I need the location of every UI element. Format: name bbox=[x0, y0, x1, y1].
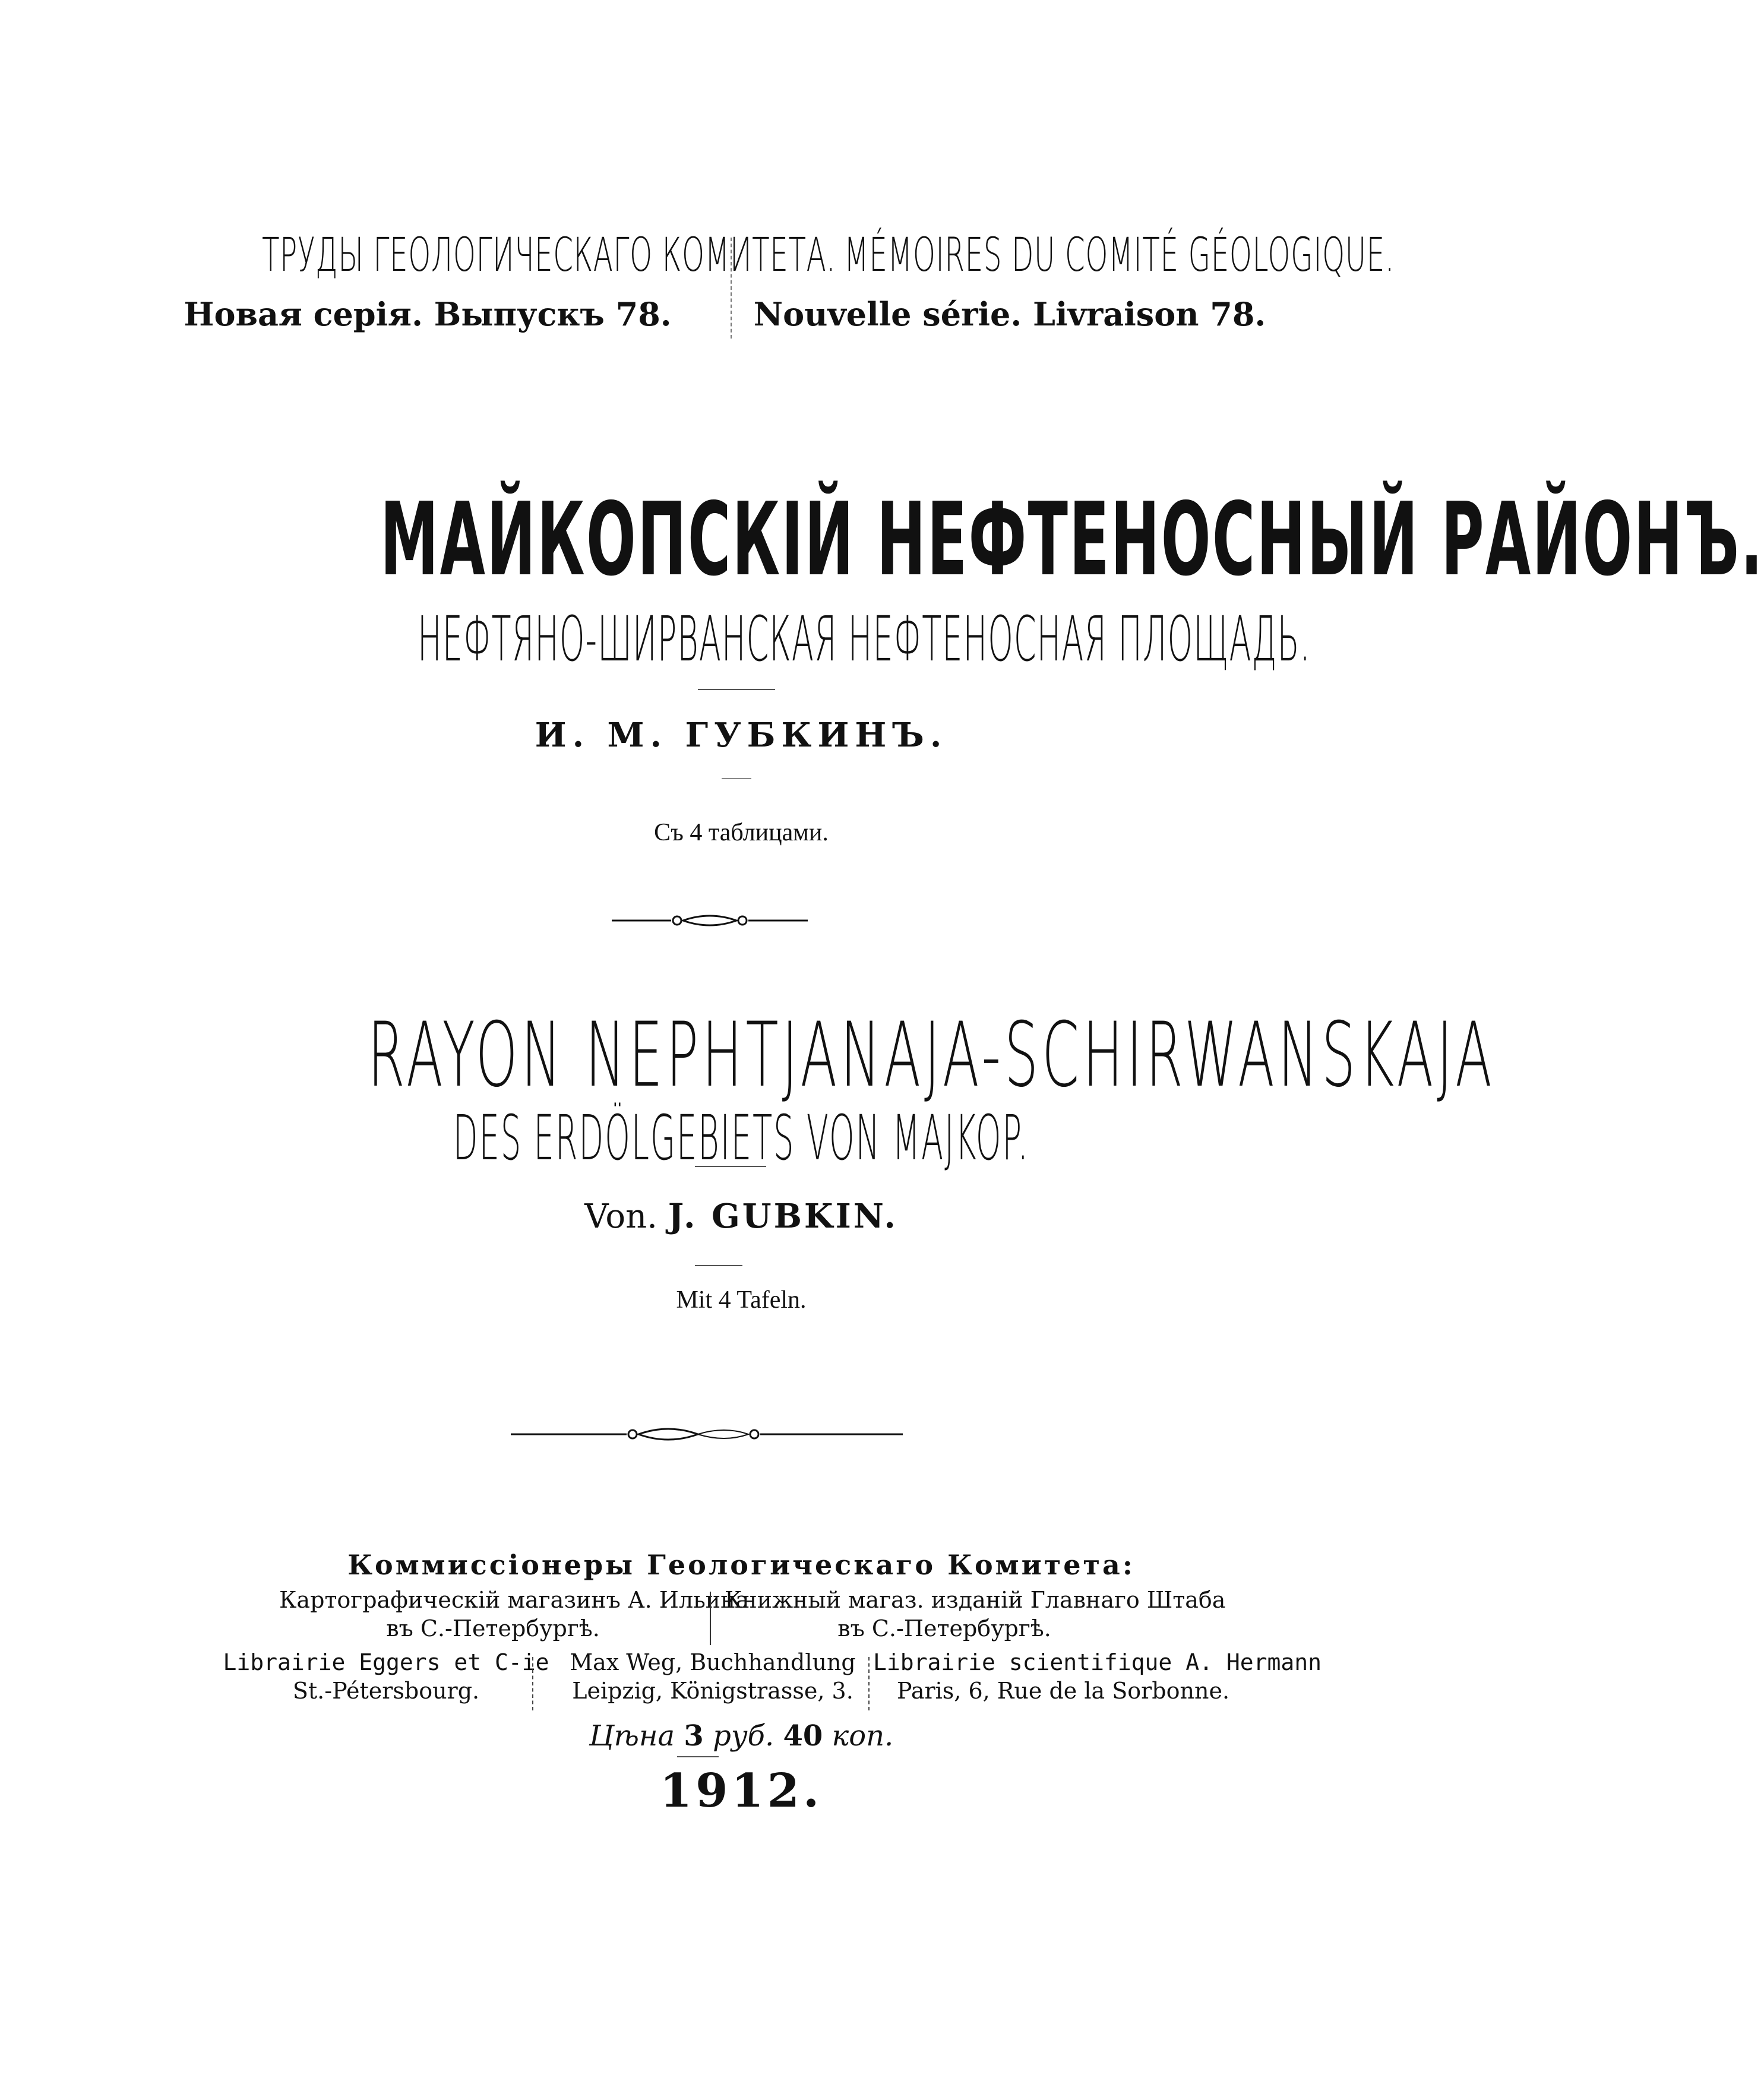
divider-rule bbox=[695, 1265, 742, 1266]
publisher-name: Librairie Eggers et C-ie bbox=[223, 1649, 549, 1675]
divider-rule bbox=[677, 1756, 719, 1757]
author-russian: И. М. ГУБКИНЪ. bbox=[535, 716, 948, 755]
header-divider bbox=[731, 238, 732, 339]
price-kop-unit: коп. bbox=[832, 1719, 894, 1753]
publisher-name: Книжный магаз. изданій Главнаго Штаба bbox=[725, 1587, 1226, 1613]
series-title-french: MÉMOIRES DU COMITÉ GÉOLOGIQUE. bbox=[844, 229, 1395, 282]
publisher-city: St.-Pétersbourg. bbox=[292, 1678, 480, 1704]
column-divider bbox=[710, 1592, 711, 1645]
price-rub-unit: руб. bbox=[713, 1719, 774, 1753]
publisher-name: Картографическій магазинъ А. Ильина bbox=[279, 1587, 750, 1613]
author-prefix: Von. bbox=[584, 1197, 657, 1236]
publisher-name: Librairie scientifique A. Hermann bbox=[873, 1649, 1322, 1675]
subtitle-german: DES ERDÖLGEBIETS VON MAJKOP. bbox=[453, 1102, 1030, 1174]
publisher-city: Paris, 6, Rue de la Sorbonne. bbox=[896, 1678, 1230, 1704]
subtitle-russian: НЕФТЯНО-ШИРВАНСКАЯ НЕФТЕНОСНАЯ ПЛОЩАДЬ. bbox=[418, 603, 1311, 675]
publisher-city: въ С.-Петербургѣ. bbox=[837, 1615, 1051, 1642]
ornament-divider bbox=[511, 1422, 903, 1446]
series-title-russian: ТРУДЫ ГЕОЛОГИЧЕСКАГО КОМИТЕТА. bbox=[262, 229, 836, 282]
publisher-name: Max Weg, Buchhandlung bbox=[570, 1649, 856, 1675]
main-title-russian: МАЙКОПСКІЙ НЕФТЕНОСНЫЙ РАЙОНЪ. bbox=[380, 481, 1764, 599]
main-title-german: RAYON NEPHTJANAJA-SCHIRWANSKAJA bbox=[368, 1004, 1496, 1107]
publisher-ilyin bbox=[279, 1586, 750, 1643]
commissioners-title: Коммиссіонеры Геологическаго Комитета: bbox=[347, 1549, 1135, 1581]
price-prefix: Цѣна bbox=[589, 1719, 675, 1753]
price-rubles: 3 bbox=[684, 1719, 704, 1753]
publisher-eggers bbox=[220, 1648, 552, 1705]
column-divider bbox=[868, 1657, 870, 1710]
author-german bbox=[119, 1197, 1364, 1236]
plates-note-german: Mit 4 Tafeln. bbox=[676, 1286, 807, 1314]
publisher-city: Leipzig, Königstrasse, 3. bbox=[572, 1678, 853, 1704]
author-name-german: J. GUBKIN. bbox=[668, 1197, 898, 1236]
column-divider bbox=[532, 1657, 533, 1710]
issue-french: Nouvelle série. Livraison 78. bbox=[753, 295, 1266, 333]
publisher-max-weg bbox=[546, 1648, 879, 1705]
publisher-general-staff bbox=[725, 1586, 1226, 1643]
plates-note-russian: Съ 4 таблицами. bbox=[654, 819, 829, 846]
publisher-city: въ С.-Петербургѣ. bbox=[386, 1615, 600, 1642]
issue-russian: Новая серія. Выпускъ 78. bbox=[184, 295, 672, 333]
publication-year: 1912. bbox=[659, 1764, 823, 1818]
publisher-hermann bbox=[873, 1648, 1322, 1705]
divider-rule bbox=[695, 1166, 766, 1167]
price-kopecks: 40 bbox=[783, 1719, 823, 1753]
price bbox=[119, 1719, 1364, 1753]
ornament-divider bbox=[612, 910, 808, 931]
divider-rule bbox=[722, 778, 751, 779]
divider-rule bbox=[698, 689, 775, 690]
